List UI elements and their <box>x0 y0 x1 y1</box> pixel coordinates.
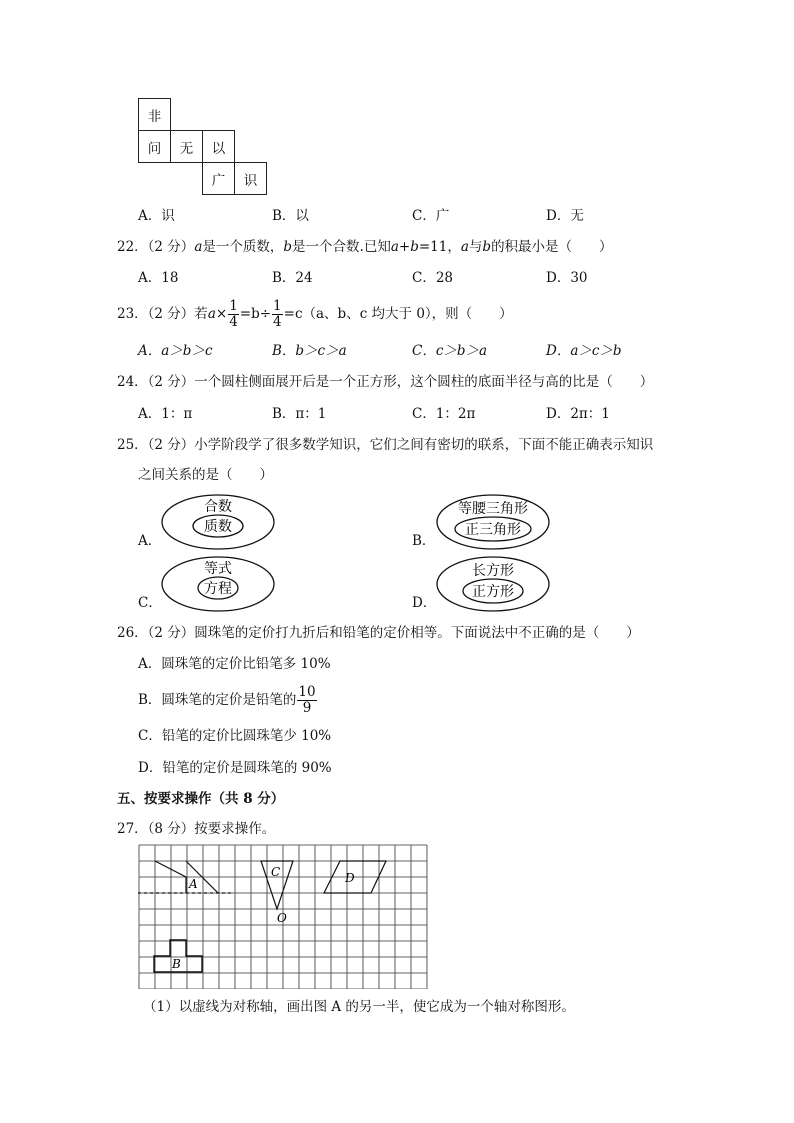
q25-question-line2: 之间关系的是（ ） <box>138 467 273 483</box>
q22-text: 与 <box>468 239 483 255</box>
q26-option-c: C．铅笔的定价比圆珠笔少 10% <box>138 728 332 744</box>
q23-option-c: C．c＞b＞a <box>412 343 488 359</box>
q25-option-a: A． <box>138 533 162 549</box>
q26-option-b-text: B．圆珠笔的定价是铅笔的 <box>138 692 297 708</box>
venn-outer-label: 等腰三角形 <box>458 501 528 517</box>
q22-text: 是一个质数， <box>202 239 284 255</box>
q23-text: =b÷ <box>239 306 272 322</box>
fraction-numerator: 10 <box>298 684 316 700</box>
venn-diagram-c <box>160 555 276 613</box>
fraction-denominator: 4 <box>273 314 282 330</box>
venn-diagram-b <box>435 493 551 551</box>
fraction-numerator: 1 <box>229 298 238 314</box>
net-cell: 问 <box>138 130 171 163</box>
var-a: a <box>460 239 469 255</box>
net-cell: 识 <box>234 162 267 195</box>
fraction-denominator: 9 <box>302 700 312 716</box>
q26-option-a: A．圆珠笔的定价比铅笔多 10% <box>138 656 331 672</box>
q22-number: 22．（2 分） <box>117 239 195 255</box>
venn-inner-label: 方程 <box>204 581 232 597</box>
q22-option-d: D．30 <box>546 270 588 286</box>
label-b: B <box>172 957 181 971</box>
q23-question <box>117 298 513 330</box>
label-d: D <box>345 871 355 885</box>
q26-option-b <box>138 683 318 717</box>
q23-option-d: D．a＞c＞b <box>546 343 622 359</box>
label-o: O <box>277 911 287 925</box>
net-cell: 广 <box>202 162 235 195</box>
fraction-numerator: 1 <box>273 298 282 314</box>
fraction-ten-ninths <box>297 685 316 716</box>
q22-text: 是一个合数.已知 <box>292 239 391 255</box>
q25-option-d: D． <box>412 595 437 611</box>
q24-option-c: C．1：2π <box>412 406 476 422</box>
q24-option-b: B．π：1 <box>272 406 327 422</box>
net-cell: 非 <box>138 98 171 131</box>
q22-option-c: C．28 <box>412 270 454 286</box>
venn-outer-label: 长方形 <box>472 563 514 579</box>
q24-question: 24．（2 分）一个圆柱侧面展开后是一个正方形，这个圆柱的底面半径与高的比是（ ） <box>117 374 654 390</box>
q25-option-c: C． <box>138 595 162 611</box>
venn-inner-label: 质数 <box>204 519 232 535</box>
q21-option-c: C．广 <box>412 208 450 224</box>
q22-option-a: A．18 <box>138 270 179 286</box>
q22-option-b: B．24 <box>272 270 313 286</box>
venn-diagram-d <box>435 555 551 613</box>
q21-option-d: D．无 <box>546 208 584 224</box>
q22-question <box>117 238 613 256</box>
q23-number: 23．（2 分）若 <box>117 306 208 322</box>
label-a: A <box>189 877 198 891</box>
fraction-denominator: 4 <box>229 314 238 330</box>
q27-grid-figure <box>138 844 432 989</box>
fraction-one-quarter <box>228 299 239 330</box>
var-a: a <box>194 239 203 255</box>
venn-outer-label: 等式 <box>204 561 232 577</box>
venn-outer-label: 合数 <box>204 499 232 515</box>
q26-question: 26．（2 分）圆珠笔的定价打九折后和铅笔的定价相等。下面说法中不正确的是（ ） <box>117 625 640 641</box>
q22-text: =11， <box>418 239 461 255</box>
q25-question-line1: 25．（2 分）小学阶段学了很多数学知识，它们之间有密切的联系，下面不能正确表示知识 <box>117 437 654 453</box>
q23-text: =c（a、b、c 均大于 0），则（ ） <box>283 306 513 322</box>
q22-text: 的积最小是（ ） <box>491 239 613 255</box>
net-cell: 无 <box>170 130 203 163</box>
q24-option-a: A．1：π <box>138 406 193 422</box>
q25-option-b: B． <box>412 533 436 549</box>
net-cell: 以 <box>202 130 235 163</box>
q27-question: 27．（8 分）按要求操作。 <box>117 821 276 837</box>
var-a: a <box>207 306 216 322</box>
var-b: b <box>283 239 293 255</box>
q21-option-a: A．识 <box>138 208 175 224</box>
q23-option-a: A．a＞b＞c <box>138 343 213 359</box>
var-b: b <box>482 239 492 255</box>
venn-inner-label: 正方形 <box>472 584 514 600</box>
venn-diagram-a <box>160 493 276 551</box>
label-c: C <box>271 865 281 879</box>
var-a-plus-b: a+b <box>390 239 419 255</box>
section-title: 五、按要求操作（共 8 分） <box>117 791 285 807</box>
q27-sub1: （1）以虚线为对称轴，画出图 A 的另一半，使它成为一个轴对称图形。 <box>143 999 575 1015</box>
q21-option-b: B．以 <box>272 208 309 224</box>
fraction-one-quarter <box>272 299 283 330</box>
q26-option-d: D．铅笔的定价是圆珠笔的 90% <box>138 760 332 776</box>
venn-inner-label: 正三角形 <box>465 522 521 538</box>
q24-option-d: D．2π：1 <box>546 406 610 422</box>
times-sign: × <box>215 306 228 322</box>
q23-option-b: B．b＞c＞a <box>272 343 347 359</box>
